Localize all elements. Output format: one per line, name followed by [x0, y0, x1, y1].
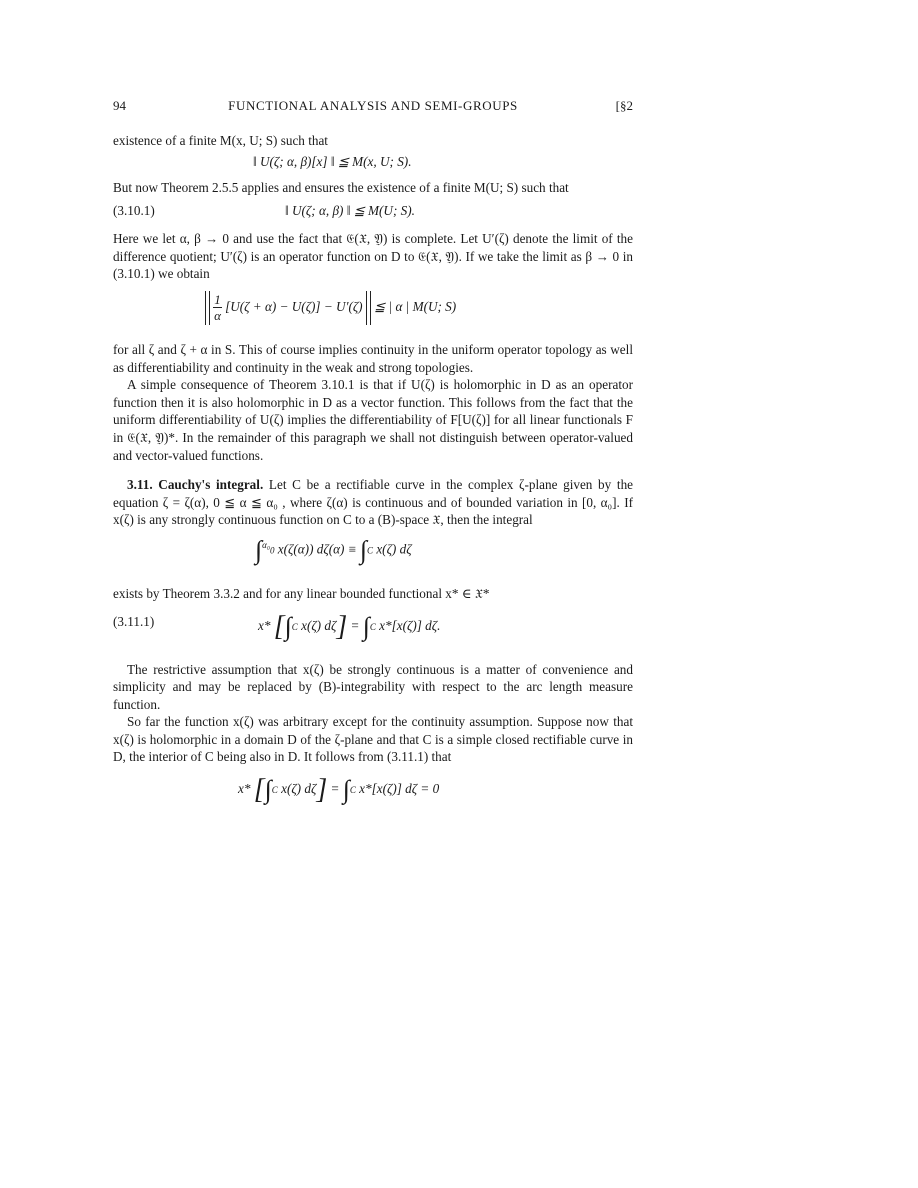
book-page	[113, 98, 633, 814]
section-marker: [ §2	[616, 98, 633, 114]
paragraph-9: So far the function x(ζ) was arbitrary except for the continuity assumption. Suppose now that x(ζ) is holomorphic in a domain D of the ζ-plane and that C is a simple closed rectifiable curve in D, the interior of C being also in D. It follows from (3.11.1) that	[113, 714, 633, 765]
contour-subscript: C	[367, 545, 374, 556]
equation-body	[113, 291, 633, 325]
paragraph-4: for all ζ and ζ + α in S. This of course implies continuity in the uniform operator topology as well as differentiability and continuity in the weak and strong topologies.	[113, 341, 633, 375]
equation-norm-bound-x	[113, 153, 633, 175]
equation-body: ‖ U(ζ; α, β)[x] ‖ ≦ M(x, U; S).	[253, 153, 412, 169]
section-heading: 3.11. Cauchy's integral.	[127, 477, 264, 493]
bracket-open: [	[253, 774, 265, 806]
header-gap	[113, 120, 633, 132]
functional-symbol: x*	[238, 781, 251, 797]
norm-bar-right	[366, 291, 371, 325]
equation-right: ≦ | α | M(U; S)	[374, 299, 457, 314]
equation-number: (3.11.1)	[113, 613, 155, 629]
functional-symbol: x*	[258, 617, 271, 633]
page-number: 94	[113, 98, 126, 113]
integral-sign: ∫	[362, 611, 370, 641]
contour-subscript: C	[291, 621, 298, 632]
upper-limit: α₀	[262, 539, 270, 550]
integral-sign: ∫	[255, 535, 263, 565]
right-integrand: x*[x(ζ)] dζ.	[379, 617, 441, 633]
equation-cauchy-zero	[113, 776, 633, 814]
bracket-close: ]	[316, 774, 328, 806]
running-header	[113, 98, 633, 120]
inner-integrand: x(ζ) dζ	[281, 781, 317, 797]
integral-body: x(ζ(α)) dζ(α) ≡	[277, 541, 357, 557]
contour-subscript: C	[271, 785, 278, 796]
running-title: FUNCTIONAL ANALYSIS AND SEMI-GROUPS	[228, 98, 518, 113]
integral-sign: ∫	[284, 611, 292, 641]
contour-subscript: C	[369, 621, 376, 632]
inner-integrand: x(ζ) dζ	[301, 617, 337, 633]
equation-body: x* [∫C x(ζ) dζ] = ∫C x*[x(ζ)] dζ.	[258, 610, 441, 642]
paragraph-5: A simple consequence of Theorem 3.10.1 is that if U(ζ) is holomorphic in D as an operator function then it is also holomorphic in D as a vector function. This follows from the fact that the uniform differentiability of U(ζ) implies the differentiability of F[U(ζ)] for all linear functionals F in 𝔈(𝔛, 𝔜)*. In the remainder of this paragraph we shall not distinguish between operator-valued and vector-valued functions.	[113, 377, 633, 463]
equation-difference-quotient	[113, 291, 633, 331]
equation-body: x* [∫C x(ζ) dζ] = ∫C x*[x(ζ)] dζ = 0	[238, 774, 440, 806]
paragraph-1: existence of a finite M(x, U; S) such that	[113, 133, 328, 148]
section-gap	[113, 464, 633, 476]
paragraph-6	[113, 476, 633, 529]
right-integrand: x*[x(ζ)] dζ = 0	[359, 781, 440, 797]
equation-3-10-1	[113, 202, 633, 224]
bracket-open: [	[273, 610, 285, 642]
paragraph-2: But now Theorem 2.5.5 applies and ensures the existence of a finite M(U; S) such that	[113, 179, 569, 195]
integral-rhs: x(ζ) dζ	[376, 541, 412, 557]
integral-sign: ∫	[359, 535, 368, 565]
fraction-denominator: α	[214, 308, 221, 324]
integral-sign: ∫	[342, 775, 350, 805]
bracket-close: ]	[336, 610, 348, 642]
integral-sign: ∫	[264, 775, 272, 805]
equation-body	[113, 537, 633, 563]
paragraph-6-text: Let C be a rectifiable curve in the complex ζ-plane given by the equation ζ = ζ(α), 0 ≦ α ≦ α₀ , where ζ(α) is continuous and of bounded variation in [0, α₀]. If x(ζ) is any strongly continuous function on C to a (B)-space 𝔛, then the integral	[113, 477, 634, 528]
fraction-numerator: 1	[214, 292, 221, 308]
equation-3-11-1	[113, 610, 633, 649]
equation-number: (3.10.1)	[113, 203, 155, 219]
lower-limit: 0	[269, 545, 275, 556]
equation-body: ‖ U(ζ; α, β) ‖ ≦ M(U; S).	[285, 203, 415, 219]
paragraph-7: exists by Theorem 3.3.2 and for any linear bounded functional x* ∈ 𝔛*	[113, 585, 490, 601]
contour-subscript: C	[349, 785, 356, 796]
equation-left: [U(ζ + α) − U(ζ)] − U′(ζ)	[225, 299, 363, 314]
fraction	[213, 292, 222, 323]
norm-bar-left	[205, 291, 210, 325]
paragraph-3: Here we let α, β → 0 and use the fact that 𝔈(𝔛, 𝔜) is complete. Let U′(ζ) denote the limit of the difference quotient; U′(ζ) is an operator function on D to 𝔈(𝔛, 𝔜). If we take the limit as β → 0 in (3.10.1) we obtain	[113, 231, 633, 282]
equation-integral-definition	[113, 537, 633, 577]
paragraph-8: The restrictive assumption that x(ζ) be strongly continuous is a matter of convenience and simplicity and may be replaced by (B)-integrability with respect to the arc length measure function.	[113, 661, 633, 712]
